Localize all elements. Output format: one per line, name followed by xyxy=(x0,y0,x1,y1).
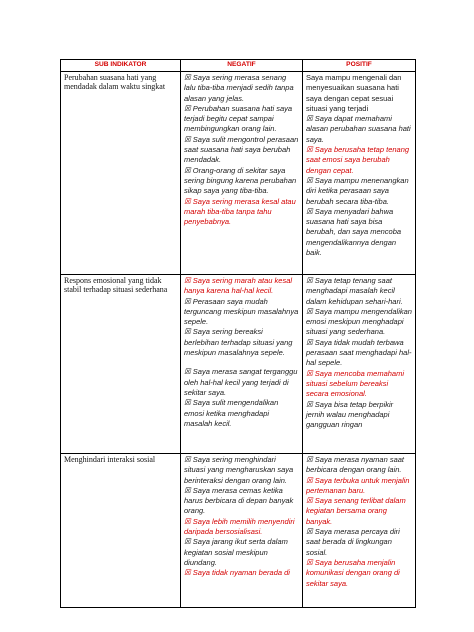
statement-item: ☒ Saya sering menghindari situasi yang mengharuskan saya berinteraksi dengan orang lain. xyxy=(184,455,294,485)
statement-item: ☒ Saya bisa tetap berpikir jernih walau menghadapi gangguan ringan xyxy=(306,399,394,430)
statement-item: ☒ Saya berusaha tetap tenang saat emosi saya berubah dengan cepat. xyxy=(306,145,410,175)
statement-item: ☒ Saya tetap tenang saat menghadapi masalah kecil dalam kehidupan sehari-hari. xyxy=(306,276,403,306)
statement-item: ☒ Saya tidak mudah terbawa perasaan saat menghadapi hal-hal sepele. xyxy=(306,337,412,368)
negatif-cell xyxy=(181,454,303,608)
statement-item: ☒ Saya terbuka untuk menjalin pertemanan baru. xyxy=(306,475,410,495)
statement-item: ☒ Saya sulit mengontrol perasaan saat suasana hati saya berubah mendadak. xyxy=(184,134,299,165)
table-header-row xyxy=(61,60,416,72)
statement-item: ☒ Perubahan suasana hati saya terjadi begitu cepat sampai membingungkan orang lain. xyxy=(184,103,293,134)
statement-item: ☒ Saya sering merasa kesal atau marah tiba-tiba tanpa tahu penyebabnya. xyxy=(184,196,296,227)
positif-cell xyxy=(303,454,416,608)
sub-indicator-cell: Perubahan suasana hati yang mendadak dalam waktu singkat xyxy=(61,72,181,275)
statement-item: ☒ Saya tidak nyaman berada di xyxy=(184,568,290,578)
statement-item: ☒ Saya sering bereaksi berlebihan terhadap situasi yang meskipun masalahnya sepele. xyxy=(184,327,293,358)
positif-cell xyxy=(303,275,416,454)
statement-item: ☒ Saya berusaha menjalin komunikasi dengan orang di sekitar saya. xyxy=(306,557,400,588)
statement-item: ☒ Saya dapat memahami alasan perubahan suasana hati saya. xyxy=(306,114,411,144)
header-negatif: NEGATIF xyxy=(181,60,303,72)
indicator-table xyxy=(60,59,416,608)
statement-item: ☒ Saya mampu mengendalikan emosi meskipun menghadapi situasi yang sederhana. xyxy=(306,306,412,337)
statement-item: ☒ Saya mencoba memahami situasi sebelum bereaksi secara emosional. xyxy=(306,368,405,399)
statement-item: ☒ Saya sulit mengendalikan emosi ketika menghadapi masalah kecil. xyxy=(184,398,279,428)
statement-item: ☒ Saya sering marah atau kesal hanya karena hal-hal kecil. xyxy=(184,276,293,296)
statement-item: ☒ Perasaan saya mudah terguncang meskipun masalahnya sepele. xyxy=(184,296,299,327)
statement-item: ☒ Saya mampu menenangkan diri ketika perasaan saya berubah secara tiba-tiba. xyxy=(306,175,409,206)
statement-item: ☒ Saya menyadari bahwa suasana hati saya bisa berubah, dan saya mencoba mengendalikannya dengan baik. xyxy=(306,206,402,258)
statement-item: ☒ Saya merasa nyaman saat berbicara dengan orang lain. xyxy=(306,455,405,475)
statement-item: ☒ Saya merasa percaya diri saat berada di lingkungan sosial. xyxy=(306,527,400,557)
statement-item: ☒ Orang-orang di sekitar saya sering bingung karena perubahan sikap saya yang tiba-tiba. xyxy=(184,165,297,196)
statement-item: ☒ Saya sering merasa senang lalu tiba-tiba menjadi sedih tanpa alasan yang jelas. xyxy=(184,73,294,103)
statement-item: ☒ Saya merasa cemas ketika harus berbicara di depan banyak orang. xyxy=(184,485,294,516)
statement-item: ☒ Saya lebih memilih menyendiri daripada bersosialisasi. xyxy=(184,516,295,537)
statement-item: Saya mampu mengenali dan menyesuaikan suasana hati saya dengan cepat sesuai situasi yang terjadi xyxy=(306,73,402,113)
table-row xyxy=(61,275,416,454)
negatif-cell xyxy=(181,72,303,275)
table-row xyxy=(61,72,416,275)
statement-item: ☒ Saya merasa sangat terganggu oleh hal-hal kecil yang terjadi di sekitar saya. xyxy=(184,367,298,397)
paragraph-gap xyxy=(184,358,299,367)
statement-item: ☒ Saya senang terlibat dalam kegiatan bersama orang banyak. xyxy=(306,496,406,526)
header-sub-indikator: SUB INDIKATOR xyxy=(61,60,181,72)
table-row xyxy=(61,454,416,608)
statement-item: ☒ Saya jarang ikut serta dalam kegiatan sosial meskipun diundang. xyxy=(184,537,288,567)
header-positif: POSITIF xyxy=(303,60,416,72)
negatif-cell xyxy=(181,275,303,454)
sub-indicator-cell: Respons emosional yang tidak stabil terhadap situasi sederhana xyxy=(61,275,181,454)
positif-cell xyxy=(303,72,416,275)
sub-indicator-cell: Menghindari interaksi sosial xyxy=(61,454,181,608)
